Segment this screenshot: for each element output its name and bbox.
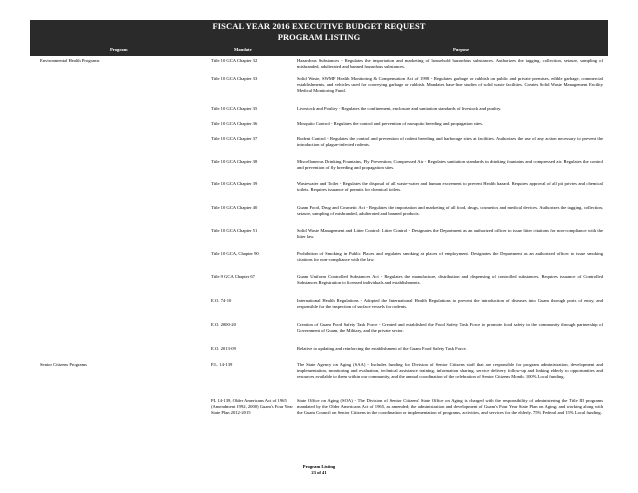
table-row [30, 298, 608, 322]
column-header-purpose: Purpose [453, 47, 470, 52]
mandate-cell: Title 10 GCA Chapter 37 [211, 136, 258, 141]
mandate-cell: Title 10 GCA Chapter 51 [211, 228, 258, 233]
page-number: 23 of 41 [311, 469, 327, 475]
table-header [30, 44, 608, 56]
table-row [30, 362, 608, 398]
purpose-cell: Hazardous Substances - Regulates the importation and marketing of household hazardous substances. Authorizes the tagging, collection, seizure, sampling of misbranded, adulterated and banned hazardous substances. [297, 58, 603, 70]
mandate-cell: E.O. 2013-09 [211, 346, 236, 351]
table-row [30, 228, 608, 251]
mandate-cell: Title 10 GCA Chapter 36 [211, 121, 258, 126]
mandate-cell: PL 14-139, Older Americans Act of 1965 (Amendment 1992, 2000) Guam's Four Year State Plan 2012-2015 [211, 398, 293, 416]
mandate-cell: Title 10 GCA Chapter 32 [211, 58, 258, 63]
table-row [30, 121, 608, 136]
table-row [30, 76, 608, 106]
program-cell: Environmental Health Programs [40, 58, 100, 63]
mandate-cell: Title 9 GCA Chapter 67 [211, 274, 255, 279]
purpose-cell: Relative to updating and reinforcing the establishment of the Guam Food Safety Task Force. [297, 346, 467, 351]
mandate-cell: E.O. 74-10 [211, 298, 232, 303]
column-header-program: Program [110, 47, 128, 52]
purpose-cell: The State Agency on Aging (SAA) - Includes funding for Division of Senior Citizens staff that are responsible for program administration, development and implementation, monitoring and evaluation, technical assistance training, information sharing, service delivery follow-up and linking elderly to opportunities and resources available to them within our community, and the annual coordination of the celebration of Senior Citizens Month. 100% Local funding. [297, 362, 603, 380]
mandate-cell: Title 10 GCA Chapter 38 [211, 159, 258, 164]
purpose-cell: International Health Regulations - Adopted the International Health Regulations to prevent the introduction of diseases into Guam through ports of entry, and responsible for the inspection of surface vessels for rodents. [297, 298, 603, 310]
purpose-cell: Rodent Control - Regulates the control and prevention of rodent breeding and harborage sites at facilities. Authorizes the use of any action necessary to prevent the introduction of plague-infected rodents. [297, 136, 603, 148]
document-subtitle: PROGRAM LISTING [277, 32, 361, 42]
purpose-cell: Livestock and Poultry - Regulates the confinement, enclosure and sanitation standards of livestock and poultry. [297, 106, 502, 111]
program-table [30, 58, 608, 428]
footer-label: Program Listing [302, 464, 336, 469]
purpose-cell: Mosquito Control - Regulates the control and prevention of mosquito breeding and propagation sites. [297, 121, 484, 126]
mandate-cell: Title 10 GCA, Chapter 90 [211, 251, 259, 256]
purpose-cell: Guam Food, Drug and Cosmetic Act - Regulates the importation and marketing of all food, drugs, cosmetics and medical devices. Authorizes the tagging, collection, seizure, sampling of misbranded, adulterated and banned products. [297, 205, 603, 217]
document-title: FISCAL YEAR 2016 EXECUTIVE BUDGET REQUEST [212, 21, 426, 31]
mandate-cell: Title 10 GCA Chapter 40 [211, 205, 258, 210]
table-row [30, 58, 608, 76]
table-row [30, 346, 608, 362]
table-row [30, 136, 608, 159]
table-row [30, 274, 608, 298]
purpose-cell: Wastewater and Toilet - Regulates the disposal of all waste-water and human excrement to prevent Health hazard. Requires approval of all pit privies and chemical toilets. Requires issuance of permits for chemical toilets. [297, 181, 603, 193]
mandate-cell: E.O. 2000-20 [211, 322, 236, 327]
purpose-cell: Creation of Guam Food Safety Task Force - Created and established the Food Safety Task Force to promote food safety in the community through partnership of Government of Guam, the Military, and the private sector. [297, 322, 603, 334]
purpose-cell: State Office on Aging (SOA) - The Division of Senior Citizens' State Office on Aging is charged with the responsibility of administering the Title III programs mandated by the Older Americans Act of 1965, as amended; the administration and development of Guam's Four Year State Plan on Aging; and working along with the Guam Council on Senior Citizens in the coordination or implementation of programs, activities, and services for the elderly. 75% Federal and 15% Local funding. [297, 398, 603, 416]
table-row [30, 322, 608, 346]
table-row [30, 181, 608, 205]
purpose-cell: Miscellaneous Drinking Fountains, Fly Prevention; Compressed Air - Regulates sanitation standards in drinking fountains and compressed air. Regulates the control and prevention of fly breeding and propagation sites. [297, 159, 603, 171]
table-row [30, 159, 608, 181]
column-header-mandate: Mandate [234, 47, 252, 52]
table-row [30, 251, 608, 274]
purpose-cell: Solid Waste Management and Litter Control: Litter Control - Designates the Department as an authorized officer to issue litter citations for non-compliance with the litter law. [297, 228, 603, 240]
table-row [30, 106, 608, 121]
page-footer [0, 464, 638, 475]
mandate-cell: Title 10 GCA Chapter 33 [211, 76, 258, 81]
purpose-cell: Prohibition of Smoking in Public Places and regulates smoking at places of employment. Designates the Department as an authorized officer to issue smoking citations for non-compliance with the law. [297, 251, 603, 263]
program-cell: Senior Citizens Programs [40, 362, 87, 367]
page-header [30, 20, 608, 44]
purpose-cell: Guam Uniform Controlled Substances Act - Regulates the manufacture, distribution and dispensing of controlled substances. Requires issuance of Controlled Substances Registration to licensed individuals and establishments. [297, 274, 603, 286]
table-row [30, 205, 608, 228]
purpose-cell: Solid Waste, SWMF Health Monitoring & Compensation Act of 1998 - Regulates garbage or rubbish on public and private premises, edible garbage, commercial establishments, and vehicles used for conveying garbage or rubbish. Mandates base-line studies of solid waste facilities. Creates Solid Waste Management Facility Medical Monitoring Fund. [297, 76, 603, 94]
mandate-cell: P.L. 14-139 [211, 362, 233, 367]
mandate-cell: Title 10 GCA Chapter 39 [211, 181, 258, 186]
table-row [30, 398, 608, 428]
mandate-cell: Title 10 GCA Chapter 35 [211, 106, 258, 111]
